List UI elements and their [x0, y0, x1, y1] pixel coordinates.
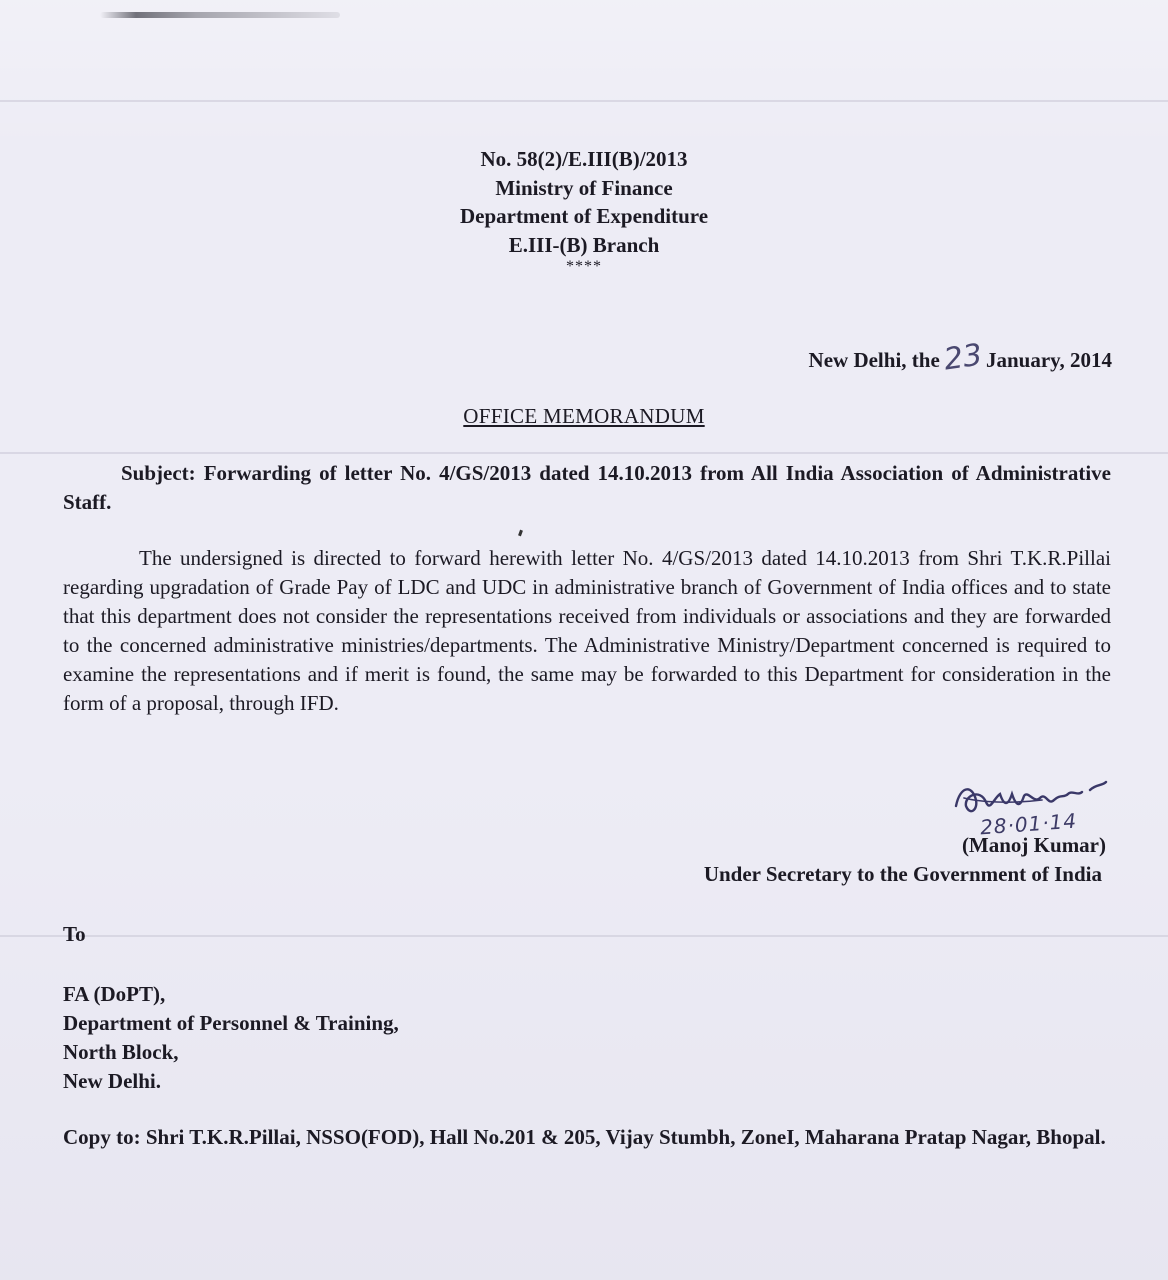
- department-name: Department of Expenditure: [459, 204, 709, 228]
- letterhead: [384, 145, 784, 275]
- date-prefix: New Delhi, the: [808, 348, 940, 372]
- paper-fold-line: [0, 935, 1168, 937]
- signatory-designation: Under Secretary to the Government of India: [703, 862, 1102, 886]
- copy-to: Copy to: Shri T.K.R.Pillai, NSSO(FOD), Hall No.201 & 205, Vijay Stumbh, ZoneI, Maharana Pratap Nagar, Bhopal.: [63, 1125, 1106, 1149]
- address-line: FA (DoPT),: [63, 982, 166, 1006]
- reference-number: No. 58(2)/E.III(B)/2013: [480, 147, 688, 171]
- address-line: New Delhi.: [63, 1069, 161, 1093]
- scan-artifact: [100, 12, 340, 18]
- body-paragraph: The undersigned is directed to forward herewith letter No. 4/GS/2013 dated 14.10.2013 from Shri T.K.R.Pillai regarding upgradation of Grade Pay of LDC and UDC in administrative branch of Government of India offices and to state that this department does not consider the representations received from individuals or associations and they are forwarded to the concerned administrative ministries/departments. The Administrative Ministry/Department concerned is required to examine the representations and if merit is found, the same may be forwarded to this Department for consideration in the form of a proposal, through IFD.: [63, 546, 1111, 715]
- ministry-name: Ministry of Finance: [495, 175, 673, 200]
- handwritten-day: 23: [941, 337, 985, 378]
- subject-line: Subject: Forwarding of letter No. 4/GS/2013 dated 14.10.2013 from All India Association of Administrative Staff.: [63, 461, 1111, 514]
- signatory-name: (Manoj Kumar): [961, 833, 1106, 857]
- ink-speck: [518, 530, 523, 537]
- memo-title: OFFICE MEMORANDUM: [463, 404, 705, 428]
- date-suffix: January, 2014: [985, 348, 1112, 372]
- paper-fold-line: [0, 100, 1168, 102]
- address-line: Department of Personnel & Training,: [63, 1011, 399, 1035]
- header-stars: ****: [566, 258, 602, 275]
- address-line: North Block,: [63, 1040, 179, 1064]
- recipient-address: [63, 980, 399, 1096]
- to-label: To: [63, 922, 86, 946]
- date-line: [808, 337, 1112, 378]
- signature-date: 28·01·14: [979, 808, 1078, 840]
- branch-name: E.III-(B) Branch: [508, 232, 660, 257]
- paper-fold-line: [0, 452, 1168, 454]
